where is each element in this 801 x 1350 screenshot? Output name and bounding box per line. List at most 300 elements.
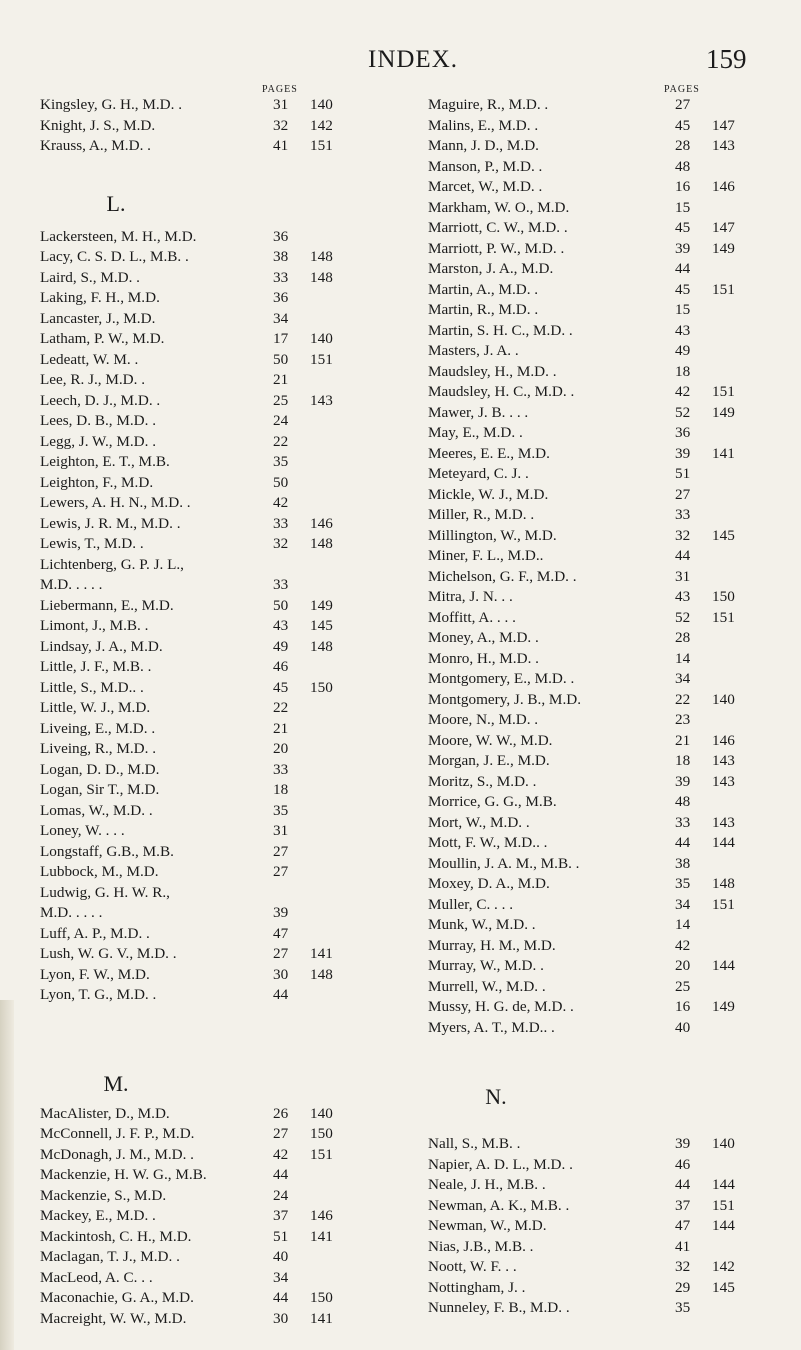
index-entry [428, 116, 773, 137]
entry-page: 15 [675, 301, 691, 318]
entry-name: May, E., M.D. . [428, 424, 523, 441]
entry-name: Maguire, R., M.D. . [428, 96, 549, 113]
entry-page-secondary: 149 [712, 998, 735, 1015]
index-entry [428, 505, 773, 526]
entry-page-secondary: 148 [712, 875, 735, 892]
entry-page: 32 [273, 116, 289, 134]
entry-page: 33 [273, 514, 289, 532]
index-entry [428, 710, 773, 731]
entry-name: Millington, W., M.D. [428, 526, 557, 544]
entry-page: 42 [273, 494, 289, 511]
entry-page: 39 [675, 239, 691, 257]
entry-page: 16 [675, 998, 691, 1015]
entry-page-secondary: 150 [310, 678, 333, 696]
index-entry [40, 1268, 350, 1289]
entry-page-secondary: 145 [712, 526, 735, 544]
entry-name: Laking, F. H., M.D. [40, 289, 160, 306]
index-entry [428, 1216, 773, 1237]
entry-page: 43 [273, 617, 289, 634]
index-entry [40, 596, 350, 617]
entry-name: Malins, E., M.D. . [428, 116, 539, 134]
entry-page-secondary: 145 [712, 1278, 735, 1296]
index-entry [428, 649, 773, 670]
index-entry [428, 1018, 773, 1039]
entry-name: Marston, J. A., M.D. [428, 260, 554, 277]
entry-page: 37 [273, 1207, 289, 1224]
entry-page-secondary: 140 [310, 1104, 333, 1122]
entry-name: Martin, A., M.D. . [428, 280, 539, 298]
entry-name: Maudsley, H., M.D. . [428, 362, 557, 380]
entry-page: 43 [675, 588, 691, 605]
entry-name: Lewis, T., M.D. . [40, 535, 144, 552]
index-entry [428, 526, 773, 547]
entry-name: Lewers, A. H. N., M.D. . [40, 494, 191, 511]
index-entry [428, 608, 773, 629]
entry-name: Mackenzie, H. W. G., M.B. [40, 1166, 207, 1183]
index-entry [40, 657, 350, 678]
index-entry [428, 136, 773, 157]
index-entry [428, 1134, 773, 1155]
entry-name: Morrice, G. G., M.B. [428, 793, 557, 810]
entry-name: Krauss, A., M.D. . [40, 137, 151, 154]
entry-page: 45 [675, 116, 691, 134]
entry-page: 20 [273, 740, 289, 757]
entry-name: Lee, R. J., M.D. . [40, 371, 146, 388]
index-entry [428, 157, 773, 178]
entry-page: 29 [675, 1278, 691, 1296]
entry-page: 39 [675, 444, 691, 462]
entry-name: Little, S., M.D.. . [40, 678, 144, 696]
index-entry [40, 678, 350, 699]
index-entry [428, 751, 773, 772]
entry-page: 27 [273, 863, 289, 880]
entry-name: Neale, J. H., M.B. . [428, 1176, 546, 1193]
index-entry [40, 739, 350, 760]
entry-page: 22 [273, 699, 289, 716]
index-entry [428, 792, 773, 813]
index-entry [40, 268, 350, 289]
entry-name: Lees, D. B., M.D. . [40, 412, 157, 429]
index-entry [40, 719, 350, 740]
index-entry [428, 895, 773, 916]
index-entry [428, 177, 773, 198]
entry-page: 38 [675, 854, 691, 872]
index-entry [428, 444, 773, 465]
index-entry [428, 854, 773, 875]
entry-page: 52 [675, 608, 691, 626]
index-entry [40, 473, 350, 494]
entry-page: 36 [273, 227, 289, 245]
entry-page-secondary: 150 [310, 1289, 333, 1306]
entry-page-secondary: 149 [712, 239, 735, 257]
entry-name: Masters, J. A. . [428, 342, 519, 359]
entry-name: Nottingham, J. . [428, 1278, 526, 1296]
entry-page: 32 [675, 1258, 691, 1275]
entry-name: Markham, W. O., M.D. [428, 198, 570, 216]
entry-page: 47 [675, 1217, 691, 1234]
entry-name: Longstaff, G.B., M.B. [40, 842, 174, 860]
entry-name: Mackenzie, S., M.D. [40, 1186, 167, 1204]
entry-page: 28 [675, 629, 691, 646]
entry-page: 18 [675, 752, 691, 769]
index-entry [40, 1247, 350, 1268]
entry-name: MacLeod, A. C. . . [40, 1268, 153, 1286]
entry-page: 35 [675, 875, 691, 892]
entry-name: Miller, R., M.D. . [428, 506, 535, 523]
index-entry [40, 985, 350, 1006]
entry-name: Newman, A. K., M.B. . [428, 1196, 570, 1214]
index-entry [40, 944, 350, 965]
entry-name: Lewis, J. R. M., M.D. . [40, 514, 181, 532]
entry-page: 34 [675, 895, 691, 913]
entry-name: Meteyard, C. J. . [428, 465, 529, 482]
entry-page: 22 [273, 432, 289, 450]
index-entry [40, 760, 350, 781]
entry-page: 50 [273, 596, 289, 614]
index-entry [428, 1155, 773, 1176]
entry-page-secondary: 148 [310, 268, 333, 286]
index-entry [428, 321, 773, 342]
entry-name: Liebermann, E., M.D. [40, 596, 174, 614]
index-entry [428, 423, 773, 444]
entry-page-secondary: 143 [712, 137, 735, 154]
entry-page: 31 [273, 96, 289, 113]
entry-page: 30 [273, 965, 289, 983]
entry-page-secondary: 150 [310, 1125, 333, 1142]
entry-page-secondary: 141 [712, 444, 735, 462]
entry-page: 46 [675, 1155, 691, 1173]
index-entry [40, 432, 350, 453]
index-entry [40, 862, 350, 883]
index-entry [428, 218, 773, 239]
index-entry [428, 280, 773, 301]
index-entry [428, 485, 773, 506]
section-heading-n: N. [485, 1084, 507, 1109]
entry-name: Newman, W., M.D. [428, 1217, 547, 1234]
index-entry [40, 1145, 350, 1166]
entry-page: 33 [675, 813, 691, 831]
entry-page-secondary: 142 [712, 1258, 735, 1275]
entry-page-secondary: 140 [712, 1135, 735, 1152]
index-entry [40, 637, 350, 658]
index-entry [40, 821, 350, 842]
entry-page: 44 [675, 547, 691, 564]
index-entry [428, 300, 773, 321]
page-title: INDEX. [368, 46, 459, 73]
entry-page: 50 [273, 473, 289, 491]
entry-page: 32 [273, 535, 289, 552]
entry-page-secondary: 151 [712, 895, 735, 913]
index-entry [428, 567, 773, 588]
index-entry [428, 997, 773, 1018]
entry-page: 44 [273, 986, 289, 1003]
index-entry [40, 329, 350, 350]
index-entry [428, 1278, 773, 1299]
entry-page: 43 [675, 321, 691, 339]
entry-page: 14 [675, 649, 691, 667]
entry-name: M.D. . . . . [40, 576, 103, 593]
entry-page-secondary: 143 [310, 391, 333, 409]
entry-name: Latham, P. W., M.D. [40, 330, 165, 347]
entry-page: 32 [675, 526, 691, 544]
entry-page-secondary: 149 [712, 403, 735, 421]
entry-page: 51 [675, 465, 691, 482]
entry-page-secondary: 145 [310, 617, 333, 634]
entry-name: Mussy, H. G. de, M.D. . [428, 998, 574, 1015]
entry-page: 34 [675, 670, 691, 687]
entry-name: Morgan, J. E., M.D. [428, 752, 550, 769]
entry-page: 49 [675, 342, 691, 359]
index-entry [428, 669, 773, 690]
section-heading-m: M. [103, 1070, 129, 1096]
entry-page-secondary: 141 [310, 1309, 333, 1327]
index-entry [40, 1227, 350, 1248]
entry-name: Mickle, W. J., M.D. [428, 485, 549, 503]
entry-name: Miner, F. L., M.D.. [428, 547, 544, 564]
index-entry [40, 350, 350, 371]
section-heading-l: L. [106, 190, 126, 216]
entry-page: 27 [273, 842, 289, 860]
entry-page: 17 [273, 330, 289, 347]
entry-name: MacAlister, D., M.D. [40, 1104, 170, 1122]
entry-page-secondary: 146 [712, 731, 735, 749]
entry-name: Knight, J. S., M.D. [40, 116, 156, 134]
entry-page-secondary: 148 [310, 965, 333, 983]
index-entry [40, 1186, 350, 1207]
index-entry [40, 411, 350, 432]
entry-page: 50 [273, 350, 289, 368]
entry-name: Lindsay, J. A., M.D. [40, 637, 163, 655]
entry-name: Lacy, C. S. D. L., M.B. . [40, 248, 189, 265]
index-entry [428, 546, 773, 567]
index-entry [428, 1196, 773, 1217]
entry-page: 51 [273, 1227, 289, 1245]
entry-page: 31 [675, 567, 691, 585]
index-entry [428, 464, 773, 485]
entry-page-secondary: 140 [712, 690, 735, 708]
index-entry-line: Lichtenberg, G. P. J. L., [40, 555, 184, 573]
index-entry [40, 493, 350, 514]
entry-name: Luff, A. P., M.D. . [40, 924, 150, 942]
entry-page: 34 [273, 309, 289, 327]
entry-page: 21 [273, 719, 289, 737]
entry-name: Little, J. F., M.B. . [40, 658, 152, 675]
index-entry [40, 924, 350, 945]
entry-page: 21 [675, 731, 691, 749]
entry-page: 35 [273, 801, 289, 819]
entry-name: Marcet, W., M.D. . [428, 178, 543, 195]
entry-page: 49 [273, 637, 289, 655]
entry-name: Noott, W. F. . . [428, 1258, 517, 1275]
entry-page-secondary: 147 [712, 116, 735, 134]
entry-name: Munk, W., M.D. . [428, 916, 536, 933]
index-entry [40, 780, 350, 801]
index-entry [40, 801, 350, 822]
entry-name: Leech, D. J., M.D. . [40, 391, 161, 409]
entry-page-secondary: 142 [310, 116, 333, 134]
entry-page-secondary: 147 [712, 219, 735, 236]
index-entry [428, 259, 773, 280]
entry-page: 35 [273, 453, 289, 470]
entry-page: 22 [675, 690, 691, 708]
entry-name: Meeres, E. E., M.D. [428, 444, 550, 462]
entry-page-secondary: 140 [310, 330, 333, 347]
index-entry [40, 1288, 350, 1309]
entry-name: Lyon, T. G., M.D. . [40, 986, 157, 1003]
index-entry [428, 198, 773, 219]
index-entry [40, 1309, 350, 1330]
entry-name: Maconachie, G. A., M.D. [40, 1289, 194, 1306]
entry-page-secondary: 148 [310, 248, 333, 265]
entry-page-secondary: 151 [310, 350, 333, 368]
right-column [428, 80, 773, 1319]
entry-page: 44 [675, 834, 691, 851]
entry-name: Kingsley, G. H., M.D. . [40, 96, 183, 113]
index-entry [428, 833, 773, 854]
entry-name: Moullin, J. A. M., M.B. . [428, 854, 580, 872]
entry-name: Monro, H., M.D. . [428, 649, 539, 667]
entry-page: 42 [675, 936, 691, 954]
index-entry [428, 874, 773, 895]
entry-page: 35 [675, 1299, 691, 1316]
entry-name: Mawer, J. B. . . . [428, 403, 529, 421]
index-entry [428, 341, 773, 362]
entry-page: 15 [675, 198, 691, 216]
entry-page-secondary: 144 [712, 1176, 735, 1193]
entry-page: 36 [273, 289, 289, 306]
index-entry [40, 575, 350, 596]
entry-name: Nias, J.B., M.B. . [428, 1237, 534, 1255]
entry-name: Logan, Sir T., M.D. [40, 781, 160, 798]
entry-page-secondary: 140 [310, 96, 333, 113]
entry-name: Marriott, P. W., M.D. . [428, 239, 565, 257]
page-number: 159 [706, 44, 747, 74]
index-entry [428, 977, 773, 998]
entry-page-secondary: 146 [310, 514, 333, 532]
entry-name: Moore, W. W., M.D. [428, 731, 553, 749]
entry-page: 47 [273, 924, 289, 942]
index-entry [40, 842, 350, 863]
entry-name: Limont, J., M.B. . [40, 617, 149, 634]
index-entry [40, 288, 350, 309]
entry-page-secondary: 151 [712, 1196, 735, 1214]
entry-page: 23 [675, 711, 691, 728]
index-entry [428, 731, 773, 752]
entry-page: 37 [675, 1196, 691, 1214]
entry-name: Moffitt, A. . . . [428, 608, 516, 626]
entry-page: 40 [675, 1018, 691, 1036]
entry-page: 46 [273, 658, 289, 675]
entry-name: Mackey, E., M.D. . [40, 1207, 156, 1224]
index-entry [40, 309, 350, 330]
entry-page: 45 [675, 219, 691, 236]
entry-name: Michelson, G. F., M.D. . [428, 567, 577, 585]
entry-page: 18 [675, 362, 691, 380]
index-entry [40, 534, 350, 555]
page-edge-shadow [0, 1000, 14, 1350]
entry-page: 39 [273, 904, 289, 921]
entry-name: Murrell, W., M.D. . [428, 977, 546, 995]
index-entry [428, 95, 773, 116]
entry-page-secondary: 151 [712, 608, 735, 626]
entry-name: Leighton, F., M.D. [40, 473, 154, 491]
entry-name: Logan, D. D., M.D. [40, 760, 160, 778]
entry-page: 24 [273, 1186, 289, 1204]
entry-page: 33 [273, 760, 289, 778]
index-entry [40, 227, 350, 248]
entry-page-secondary: 144 [712, 834, 735, 851]
entry-page: 14 [675, 916, 691, 933]
index-entry [40, 514, 350, 535]
pages-column-label: PAGES [664, 84, 700, 95]
entry-name: Liveing, E., M.D. . [40, 719, 156, 737]
entry-name: Lomas, W., M.D. . [40, 801, 153, 819]
entry-page-secondary: 150 [712, 588, 735, 605]
entry-name: Moore, N., M.D. . [428, 711, 539, 728]
index-entry [428, 1257, 773, 1278]
entry-page: 45 [675, 280, 691, 298]
entry-page: 24 [273, 412, 289, 429]
entry-name: Macreight, W. W., M.D. [40, 1309, 187, 1327]
index-entry [428, 628, 773, 649]
entry-page: 38 [273, 248, 289, 265]
index-entry [428, 772, 773, 793]
entry-name: Lancaster, J., M.D. [40, 309, 156, 327]
entry-page: 21 [273, 371, 289, 388]
entry-name: Maudsley, H. C., M.D. . [428, 383, 575, 400]
index-entry [428, 1298, 773, 1319]
index-entry [428, 239, 773, 260]
entry-page-secondary: 146 [712, 178, 735, 195]
index-entry [40, 616, 350, 637]
index-entry [40, 247, 350, 268]
entry-page: 39 [675, 772, 691, 790]
entry-page: 44 [273, 1289, 289, 1306]
index-entry [40, 1165, 350, 1186]
entry-name: Moxey, D. A., M.D. [428, 875, 550, 892]
entry-page-secondary: 151 [310, 137, 333, 154]
entry-page-secondary: 141 [310, 945, 333, 962]
entry-page-secondary: 144 [712, 957, 735, 974]
entry-name: Mott, F. W., M.D.. . [428, 834, 548, 851]
entry-name: Murray, W., M.D. . [428, 957, 544, 974]
entry-page: 42 [273, 1145, 289, 1163]
index-entry [428, 382, 773, 403]
entry-name: Lyon, F. W., M.D. [40, 965, 150, 983]
index-entry [428, 1175, 773, 1196]
entry-page: 39 [675, 1135, 691, 1152]
entry-page: 25 [675, 977, 691, 995]
index-entry-line: Ludwig, G. H. W. R., [40, 883, 170, 901]
index-entry [40, 136, 350, 157]
left-column [40, 80, 350, 1329]
entry-name: Montgomery, E., M.D. . [428, 670, 575, 687]
entry-name: Muller, C. . . . [428, 895, 514, 913]
index-entry [40, 965, 350, 986]
entry-page: 45 [273, 678, 289, 696]
index-entry [428, 813, 773, 834]
entry-page: 27 [273, 945, 289, 962]
entry-name: Montgomery, J. B., M.D. [428, 690, 582, 708]
entry-name: Myers, A. T., M.D.. . [428, 1018, 555, 1036]
entry-name: Little, W. J., M.D. [40, 699, 151, 716]
index-entry [428, 956, 773, 977]
entry-page-secondary: 143 [712, 772, 735, 790]
entry-page-secondary: 144 [712, 1217, 735, 1234]
index-entry [40, 452, 350, 473]
entry-page: 42 [675, 383, 691, 400]
entry-page: 27 [273, 1125, 289, 1142]
